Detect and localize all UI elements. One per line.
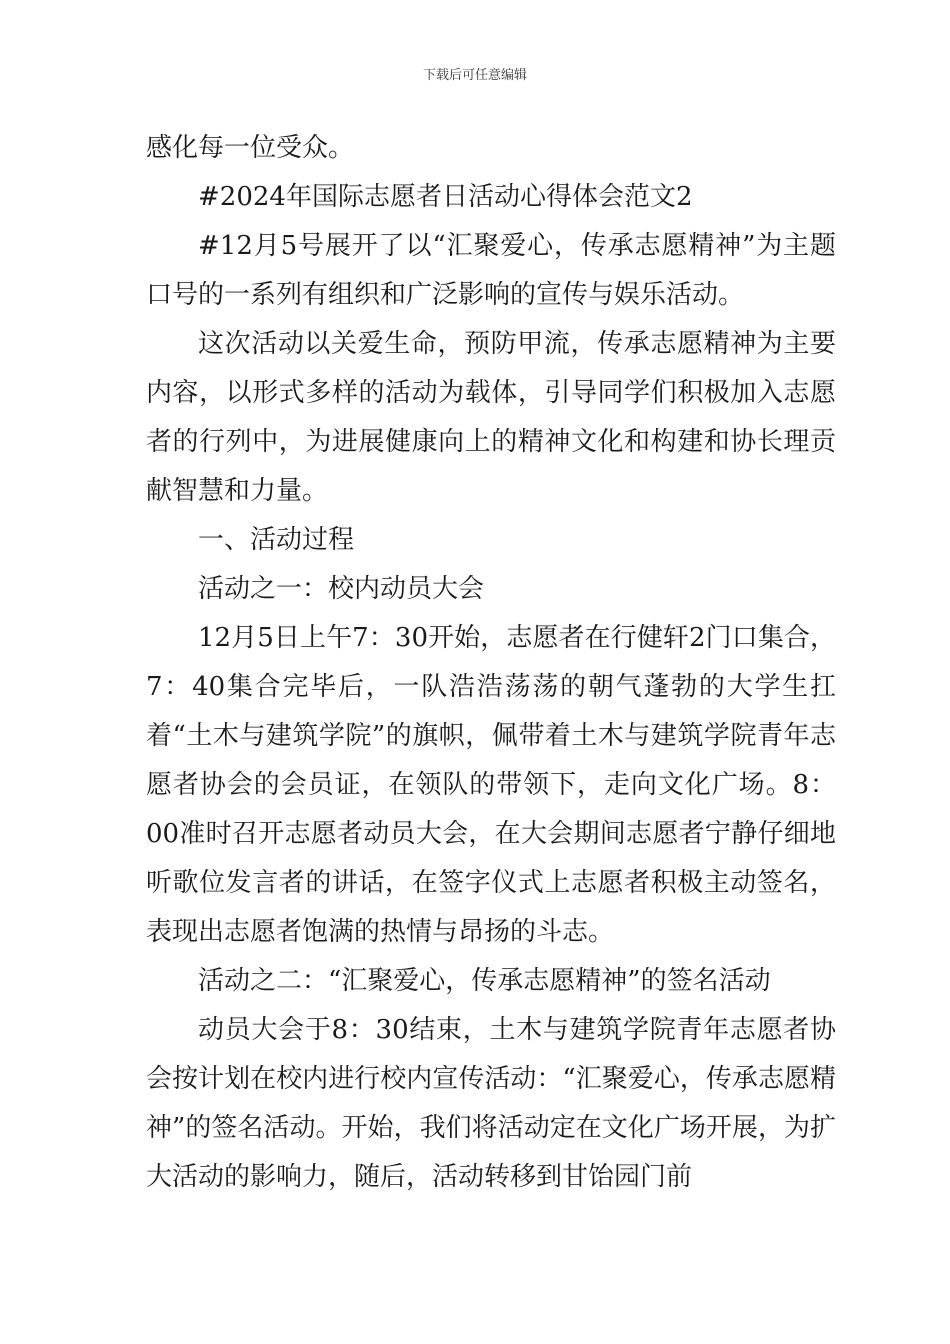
section-title: #2024年国际志愿者日活动心得体会范文2 [198, 182, 693, 212]
document-body [146, 124, 836, 1202]
paragraph-activity-two: 动员大会于8：30结束，土木与建筑学院青年志愿者协会按计划在校内进行校内宣传活动：“汇聚爱心，传承志愿精神”的签名活动。开始，我们将活动定在文化广场开展，为扩大活动的影响力，随后，活动转移到甘饴园门前 [146, 1015, 836, 1192]
paragraph-purpose: 这次活动以关爱生命，预防甲流，传承志愿精神为主要内容，以形式多样的活动为载体，引导同学们积极加入志愿者的行列中，为进展健康向上的精神文化和构建和协长理贡献智慧和力量。 [146, 329, 836, 506]
heading-activity-one: 活动之一：校内动员大会 [198, 574, 485, 604]
heading-activity-two: 活动之二：“汇聚爱心，传承志愿精神”的签名活动 [198, 966, 771, 996]
paragraph-continuation: 感化每一位受众。 [146, 133, 355, 163]
paragraph-intro: #12月5号展开了以“汇聚爱心，传承志愿精神”为主题口号的一系列有组织和广泛影响的宣传与娱乐活动。 [146, 231, 836, 310]
page-header: 下载后可任意编辑 [422, 68, 527, 83]
paragraph-activity-one: 12月5日上午7：30开始，志愿者在行健轩2门口集合，7：40集合完毕后，一队浩浩荡荡的朝气蓬勃的大学生扛着“土木与建筑学院”的旗帜，佩带着土木与建筑学院青年志愿者协会的会员证，在领队的带领下，走向文化广场。8：00准时召开志愿者动员大会，在大会期间志愿者宁静仔细地听歌位发言者的讲话，在签字仪式上志愿者积极主动签名，表现出志愿者饱满的热情与昂扬的斗志。 [146, 623, 836, 947]
heading-activity-process: 一、活动过程 [198, 525, 355, 555]
